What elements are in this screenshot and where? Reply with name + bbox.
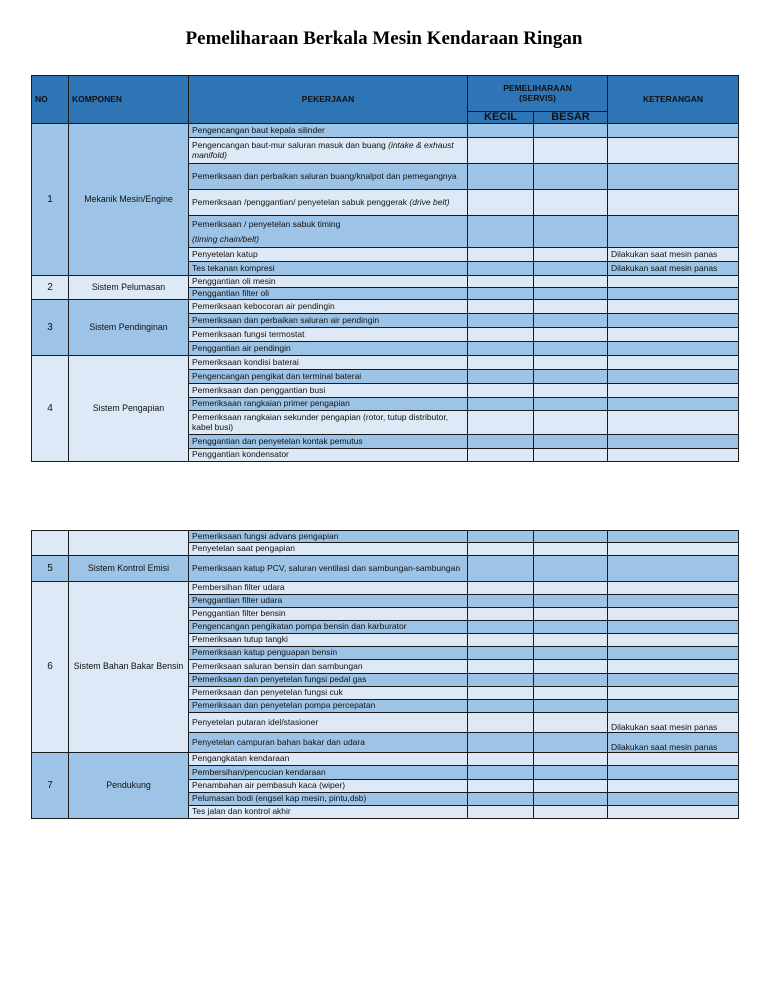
header-komponen: KOMPONEN [69,76,189,124]
keterangan-cell [608,582,739,595]
besar-cell [534,806,608,819]
kecil-cell [468,398,534,411]
besar-cell [534,687,608,700]
header-pekerjaan: PEKERJAAN [189,76,468,124]
besar-cell [534,300,608,314]
header-keterangan: KETERANGAN [608,76,739,124]
pekerjaan-cell: Pemeriksaan dan penggantian busi [189,384,468,398]
kecil-cell [468,449,534,462]
pekerjaan-cell: Penggantian dan penyetelan kontak pemutus [189,435,468,449]
kecil-cell [468,687,534,700]
pekerjaan-cell: Pemeriksaan kebocoran air pendingin [189,300,468,314]
pekerjaan-cell: Penggantian air pendingin [189,342,468,356]
pekerjaan-cell: Pemeriksaan saluran bensin dan sambungan [189,660,468,674]
pekerjaan-cell: Penggantian oli mesin [189,276,468,288]
keterangan-cell [608,531,739,543]
besar-cell [534,753,608,766]
kecil-cell [468,314,534,328]
table-row [32,356,739,370]
pekerjaan-cell: Penggantian filter udara [189,595,468,608]
maintenance-table-2 [31,530,739,819]
keterangan-cell [608,356,739,370]
besar-cell [534,531,608,543]
keterangan-cell [608,753,739,766]
keterangan-cell [608,543,739,556]
keterangan-cell [608,411,739,435]
keterangan-cell [608,634,739,647]
besar-cell [534,370,608,384]
keterangan-cell [608,621,739,634]
header-no: NO [32,76,69,124]
besar-cell [534,647,608,660]
pekerjaan-cell: Pengencangan baut kepala silinder [189,124,468,138]
besar-cell [534,276,608,288]
kecil-cell [468,190,534,216]
kecil-cell [468,780,534,793]
besar-cell [534,660,608,674]
keterangan-cell [608,660,739,674]
table-row [32,556,739,582]
pekerjaan-italic: (timing chain/belt) [192,233,260,244]
maintenance-table-1 [31,75,739,462]
group-komponen: Sistem Kontrol Emisi [69,556,189,582]
pekerjaan-cell [189,216,468,248]
group-no: 7 [32,753,69,819]
kecil-cell [468,356,534,370]
keterangan-cell [608,328,739,342]
kecil-cell [468,621,534,634]
group-no: 4 [32,356,69,462]
kecil-cell [468,435,534,449]
keterangan-cell: Dilakukan saat mesin panas [608,733,739,753]
besar-cell [534,288,608,300]
group-no [32,531,69,556]
besar-cell [534,384,608,398]
keterangan-cell [608,164,739,190]
keterangan-cell: Dilakukan saat mesin panas [608,713,739,733]
pekerjaan-cell: Penggantian filter oli [189,288,468,300]
header-kecil: KECIL [468,112,534,124]
pekerjaan-cell: Pemeriksaan tutup tangki [189,634,468,647]
besar-cell [534,713,608,733]
pekerjaan-cell [189,190,468,216]
keterangan-cell [608,700,739,713]
pekerjaan-cell: Tes jalan dan kontrol akhir [189,806,468,819]
besar-cell [534,582,608,595]
pekerjaan-text: Pemeriksaan /penggantian/ penyetelan sabuk penggerak [192,196,410,207]
besar-cell [534,780,608,793]
kecil-cell [468,370,534,384]
keterangan-cell [608,370,739,384]
pekerjaan-cell: Tes tekanan kompresi [189,262,468,276]
besar-cell [534,411,608,435]
pekerjaan-cell: Pemeriksaan rangkaian sekunder pengapian (rotor, tutup distributor, kabel busi) [189,411,468,435]
pekerjaan-cell: Pemeriksaan fungsi termostat [189,328,468,342]
kecil-cell [468,262,534,276]
kecil-cell [468,411,534,435]
pekerjaan-cell: Penyetelan campuran bahan bakar dan udara [189,733,468,753]
kecil-cell [468,288,534,300]
besar-cell [534,700,608,713]
group-no: 2 [32,276,69,300]
kecil-cell [468,531,534,543]
besar-cell [534,435,608,449]
keterangan-cell [608,556,739,582]
pekerjaan-cell: Penggantian kondensator [189,449,468,462]
keterangan-cell [608,138,739,164]
besar-cell [534,138,608,164]
kecil-cell [468,608,534,621]
pekerjaan-cell: Penyetelan katup [189,248,468,262]
kecil-cell [468,248,534,262]
group-komponen: Pendukung [69,753,189,819]
besar-cell [534,543,608,556]
pekerjaan-cell: Pemeriksaan dan penyetelan fungsi pedal gas [189,674,468,687]
pekerjaan-cell: Pengangkatan kendaraan [189,753,468,766]
keterangan-cell [608,806,739,819]
pekerjaan-cell: Pemeriksaan kondisi baterai [189,356,468,370]
pekerjaan-cell: Pemeriksaan fungsi advans pengapian [189,531,468,543]
group-komponen: Sistem Pengapian [69,356,189,462]
kecil-cell [468,595,534,608]
besar-cell [534,733,608,753]
keterangan-cell [608,276,739,288]
besar-cell [534,766,608,780]
pekerjaan-cell: Penggantian filter bensin [189,608,468,621]
besar-cell [534,164,608,190]
besar-cell [534,674,608,687]
kecil-cell [468,216,534,248]
group-komponen: Sistem Pendinginan [69,300,189,356]
pekerjaan-cell: Penyetelan saat pengapian [189,543,468,556]
header-besar: BESAR [534,112,608,124]
besar-cell [534,216,608,248]
besar-cell [534,262,608,276]
keterangan-cell: Dilakukan saat mesin panas [608,248,739,262]
besar-cell [534,190,608,216]
kecil-cell [468,634,534,647]
besar-cell [534,608,608,621]
keterangan-cell [608,384,739,398]
group-no: 1 [32,124,69,276]
kecil-cell [468,164,534,190]
keterangan-cell [608,342,739,356]
table-row [32,300,739,314]
keterangan-cell [608,595,739,608]
besar-cell [534,314,608,328]
kecil-cell [468,700,534,713]
pekerjaan-cell: Pemeriksaan rangkaian primer pengapian [189,398,468,411]
keterangan-cell [608,435,739,449]
keterangan-cell [608,766,739,780]
keterangan-cell [608,190,739,216]
pekerjaan-cell: Penyetelan putaran idel/stasioner [189,713,468,733]
keterangan-cell [608,314,739,328]
pekerjaan-cell: Pengencangan pengikat dan terminal baterai [189,370,468,384]
besar-cell [534,248,608,262]
group-no: 3 [32,300,69,356]
kecil-cell [468,674,534,687]
pekerjaan-cell: Pemeriksaan dan penyetelan fungsi cuk [189,687,468,700]
besar-cell [534,621,608,634]
besar-cell [534,398,608,411]
pekerjaan-text: Pengencangan baut-mur saluran masuk dan buang [192,140,389,150]
kecil-cell [468,556,534,582]
table-row [32,124,739,138]
pekerjaan-cell: Pemeriksaan katup penguapan bensin [189,647,468,660]
pekerjaan-cell: Pemeriksaan dan perbaikan saluran buang/knalpot dan pemegangnya [189,164,468,190]
besar-cell [534,356,608,370]
besar-cell [534,328,608,342]
besar-cell [534,124,608,138]
kecil-cell [468,713,534,733]
besar-cell [534,595,608,608]
kecil-cell [468,328,534,342]
kecil-cell [468,582,534,595]
keterangan-cell [608,124,739,138]
besar-cell [534,793,608,806]
group-no: 6 [32,582,69,753]
kecil-cell [468,806,534,819]
kecil-cell [468,647,534,660]
kecil-cell [468,766,534,780]
pekerjaan-cell: Pemeriksaan dan perbaikan saluran air pendingin [189,314,468,328]
pekerjaan-cell [189,138,468,164]
pekerjaan-cell: Penambahan air pembasuh kaca (wiper) [189,780,468,793]
keterangan-cell [608,288,739,300]
keterangan-cell [608,216,739,248]
group-komponen: Sistem Pelumasan [69,276,189,300]
pekerjaan-cell: Pemeriksaan dan penyetelan pompa percepatan [189,700,468,713]
table-row [32,753,739,766]
kecil-cell [468,342,534,356]
keterangan-cell [608,449,739,462]
keterangan-cell [608,398,739,411]
group-komponen: Mekanik Mesin/Engine [69,124,189,276]
besar-cell [534,556,608,582]
pekerjaan-text: Pemeriksaan / penyetelan sabuk timing [192,218,341,229]
pekerjaan-cell: Pembersihan filter udara [189,582,468,595]
kecil-cell [468,793,534,806]
keterangan-cell [608,300,739,314]
pekerjaan-cell: Pembersihan/pencucian kendaraan [189,766,468,780]
header-pemeliharaan-line1: PEMELIHARAAN [503,83,572,93]
keterangan-cell [608,780,739,793]
pekerjaan-italic: (drive belt) [409,196,450,207]
page-title: Pemeliharaan Berkala Mesin Kendaraan Ringan [185,28,583,49]
kecil-cell [468,276,534,288]
keterangan-cell [608,793,739,806]
group-komponen: Sistem Bahan Bakar Bensin [69,582,189,753]
kecil-cell [468,300,534,314]
pekerjaan-cell: Pemeriksaan katup PCV, saluran ventilasi dan sambungan-sambungan [189,556,468,582]
besar-cell [534,449,608,462]
kecil-cell [468,138,534,164]
keterangan-cell [608,608,739,621]
pekerjaan-cell: Pengencangan pengikatan pompa bensin dan karburator [189,621,468,634]
keterangan-cell [608,687,739,700]
besar-cell [534,342,608,356]
keterangan-cell [608,674,739,687]
group-no: 5 [32,556,69,582]
kecil-cell [468,660,534,674]
keterangan-cell: Dilakukan saat mesin panas [608,262,739,276]
table-row [32,531,739,543]
kecil-cell [468,124,534,138]
pekerjaan-italic: (intake & exhaust manifold) [192,140,454,160]
keterangan-cell [608,647,739,660]
header-pemeliharaan [468,76,608,112]
kecil-cell [468,753,534,766]
kecil-cell [468,543,534,556]
kecil-cell [468,384,534,398]
table-row [32,276,739,288]
pekerjaan-cell: Pelumasan bodi (engsel kap mesin, pintu,dsb) [189,793,468,806]
besar-cell [534,634,608,647]
header-pemeliharaan-line2: (SERVIS) [519,92,556,103]
group-komponen [69,531,189,556]
kecil-cell [468,733,534,753]
table-row [32,582,739,595]
